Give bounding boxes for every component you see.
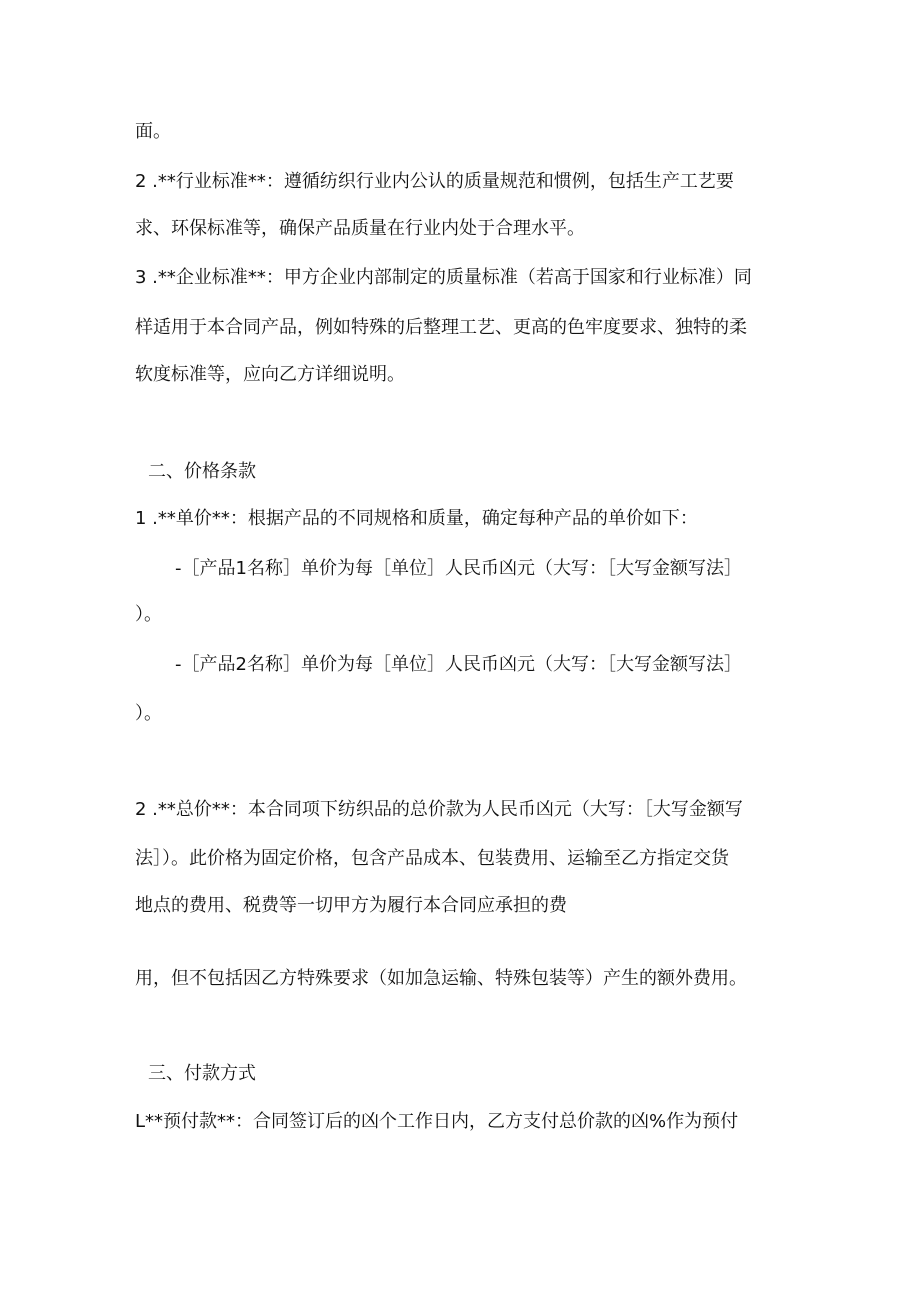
text-line: 面。 [135,121,171,142]
section-heading-payment: 三、付款方式 [148,1063,256,1084]
text-line: ）。 [135,703,162,724]
list-item: -［产品1名称］单价为每［单位］人民币凶元（大写：［大写金额写法］ [175,558,742,579]
text-line: L**预付款**：合同签订后的凶个工作日内，乙方支付总价款的凶%作为预付 [135,1111,739,1132]
text-line: ）。 [135,604,162,625]
text-line: 法］）。此价格为固定价格，包含产品成本、包装费用、运输至乙方指定交货 [135,848,729,869]
text-line: 用，但不包括因乙方特殊要求（如加急运输、特殊包装等）产生的额外费用。 [135,968,747,989]
text-line: 3 .**企业标准**：甲方企业内部制定的质量标准（若高于国家和行业标准）同 [135,267,752,288]
text-line: 2 .**总价**：本合同项下纺织品的总价款为人民币凶元（大写：［大写金额写 [135,799,743,820]
text-line: 2 .**行业标准**：遵循纺织行业内公认的质量规范和惯例，包括生产工艺要 [135,171,734,192]
text-line: 地点的费用、税费等一切甲方为履行本合同应承担的费 [135,895,567,916]
section-heading-price: 二、价格条款 [148,461,256,482]
text-line: 求、环保标准等，确保产品质量在行业内处于合理水平。 [135,218,585,239]
text-line: 1 .**单价**：根据产品的不同规格和质量，确定每种产品的单价如下： [135,508,698,529]
text-line: 样适用于本合同产品，例如特殊的后整理工艺、更高的色牢度要求、独特的柔 [135,317,747,338]
list-item: -［产品2名称］单价为每［单位］人民币凶元（大写：［大写金额写法］ [175,654,742,675]
text-line: 软度标准等，应向乙方详细说明。 [135,364,405,385]
